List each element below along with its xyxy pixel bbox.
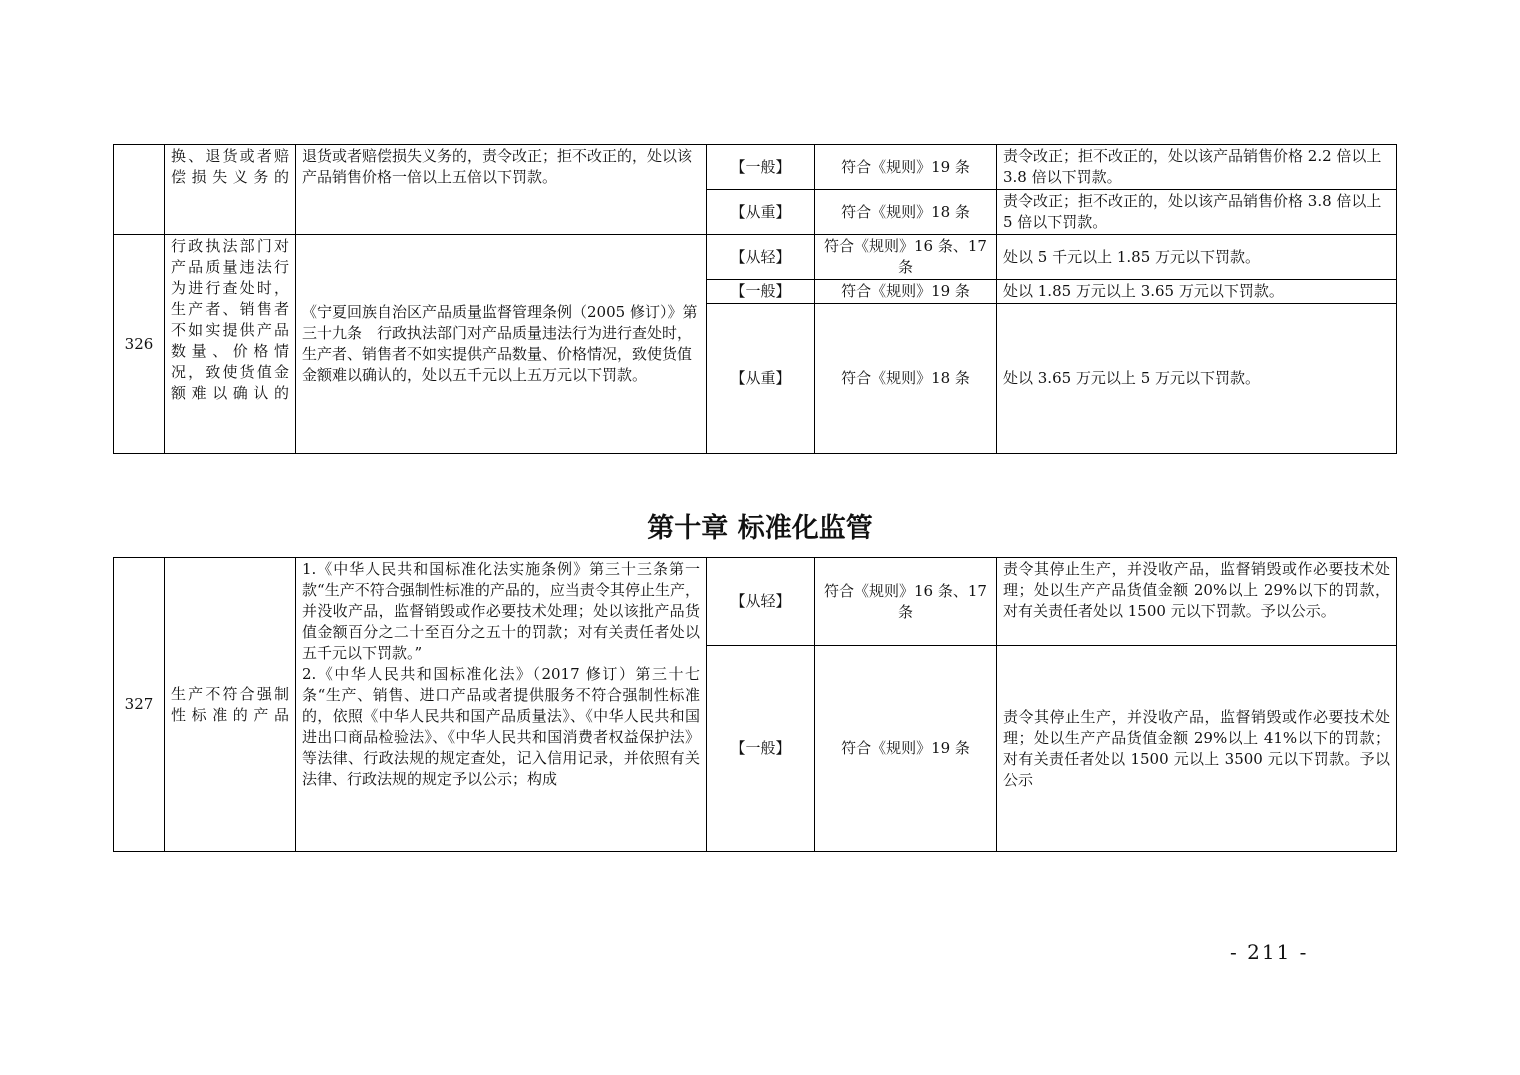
row-number-cell [114, 145, 165, 235]
rule-reference: 符合《规则》16 条、17 条 [815, 558, 997, 646]
discretion-level: 【从轻】 [707, 558, 815, 646]
legal-basis: 退货或者赔偿损失义务的，责令改正；拒不改正的，处以该产品销售价格一倍以上五倍以下罚款。 [296, 145, 707, 235]
penalty-standard: 处以 5 千元以上 1.85 万元以下罚款。 [997, 235, 1397, 280]
discretion-level: 【从重】 [707, 304, 815, 454]
row-number: 327 [114, 558, 165, 852]
discretion-level: 【一般】 [707, 646, 815, 852]
penalty-standard: 处以 3.65 万元以上 5 万元以下罚款。 [997, 304, 1397, 454]
penalty-standard: 处以 1.85 万元以上 3.65 万元以下罚款。 [997, 280, 1397, 304]
row-number: 326 [114, 235, 165, 454]
discretion-level: 【一般】 [707, 280, 815, 304]
penalty-standard: 责令改正；拒不改正的，处以该产品销售价格 2.2 倍以上 3.8 倍以下罚款。 [997, 145, 1397, 190]
violation-name: 行政执法部门对产品质量违法行为进行查处时，生产者、销售者不如实提供产品数量、价格情况，致使货值金额难以确认的 [165, 235, 296, 454]
penalty-table-2 [113, 557, 1397, 852]
penalty-standard: 责令其停止生产，并没收产品，监督销毁或作必要技术处理；处以生产产品货值金额 20%以上 29%以下的罚款，对有关责任者处以 1500 元以下罚款。予以公示。 [997, 558, 1397, 646]
discretion-level: 【从重】 [707, 190, 815, 235]
penalty-standard: 责令改正；拒不改正的，处以该产品销售价格 3.8 倍以上 5 倍以下罚款。 [997, 190, 1397, 235]
rule-reference: 符合《规则》16 条、17 条 [815, 235, 997, 280]
rule-reference: 符合《规则》18 条 [815, 304, 997, 454]
page-number: - 211 - [1230, 940, 1309, 964]
violation-name: 生产不符合强制性标准的产品 [165, 558, 296, 852]
chapter-title: 第十章 标准化监管 [647, 513, 873, 544]
violation-name: 换、退货或者赔偿损失义务的 [165, 145, 296, 235]
legal-basis: 《宁夏回族自治区产品质量监督管理条例（2005 修订）》第三十九条 行政执法部门对产品质量违法行为进行查处时，生产者、销售者不如实提供产品数量、价格情况，致使货值金额难以确认的，处以五千元以上五万元以下罚款。 [296, 235, 707, 454]
rule-reference: 符合《规则》18 条 [815, 190, 997, 235]
rule-reference: 符合《规则》19 条 [815, 280, 997, 304]
rule-reference: 符合《规则》19 条 [815, 145, 997, 190]
penalty-standard: 责令其停止生产，并没收产品，监督销毁或作必要技术处理；处以生产产品货值金额 29%以上 41%以下的罚款；对有关责任者处以 1500 元以上 3500 元以下罚款。予以公示 [997, 646, 1397, 852]
discretion-level: 【从轻】 [707, 235, 815, 280]
rule-reference: 符合《规则》19 条 [815, 646, 997, 852]
penalty-table-1 [113, 144, 1397, 454]
discretion-level: 【一般】 [707, 145, 815, 190]
legal-basis: 1.《中华人民共和国标准化法实施条例》第三十三条第一款“生产不符合强制性标准的产品的，应当责令其停止生产，并没收产品，监督销毁或作必要技术处理；处以该批产品货值金额百分之二十至百分之五十的罚款；对有关责任者处以五千元以下罚款。” 2.《中华人民共和国标准化法》（2017 修订）第三十七条“生产、销售、进口产品或者提供服务不符合强制性标准的，依照《中华人民共和国产品质量法》、《中华人民共和国进出口商品检验法》、《中华人民共和国消费者权益保护法》等法律、行政法规的规定查处，记入信用记录，并依照有关法律、行政法规的规定予以公示；构成 [296, 558, 707, 852]
